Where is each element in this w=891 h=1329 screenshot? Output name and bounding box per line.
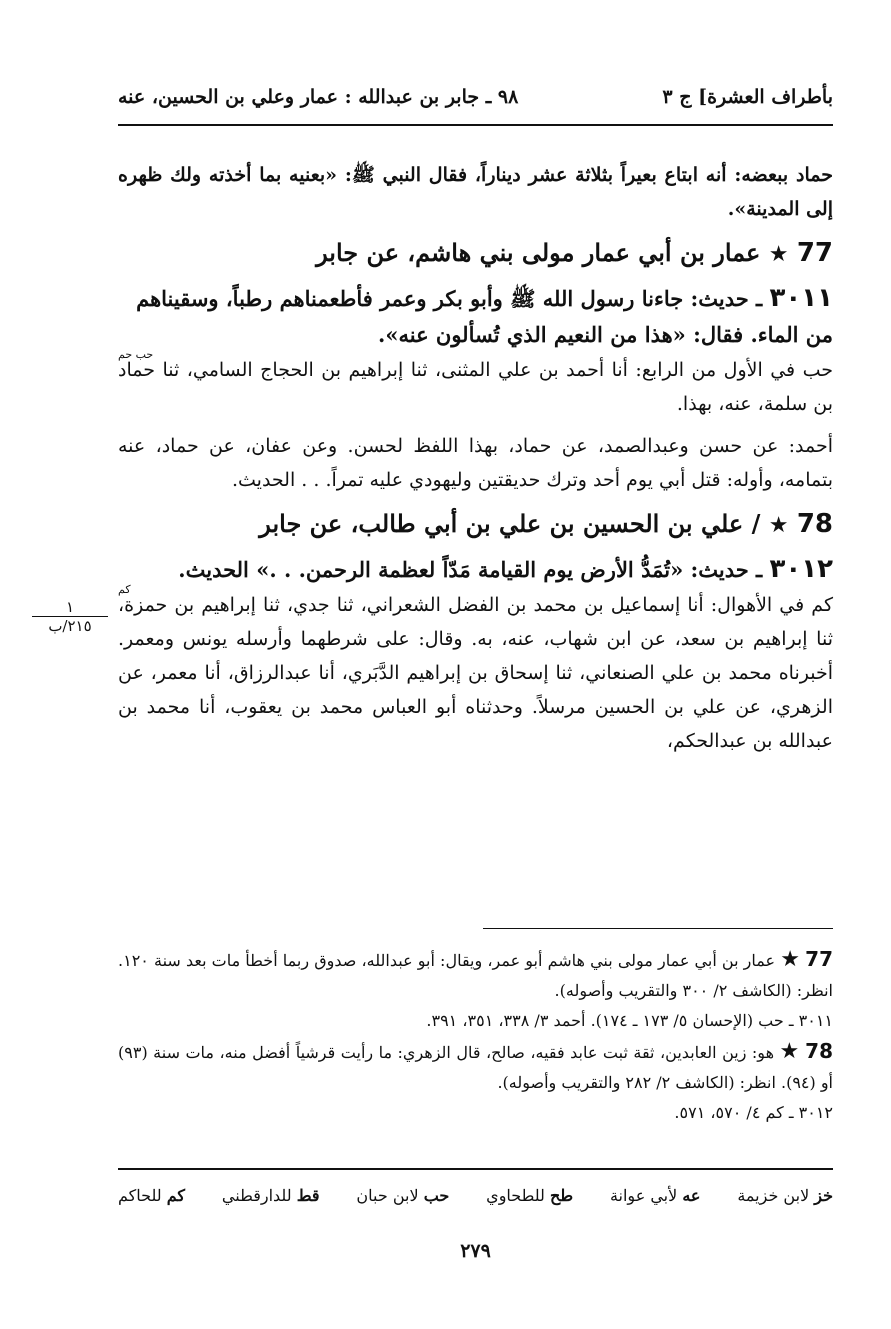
footnote [118,1098,833,1128]
margin-folio-note [32,598,108,635]
star-icon: ★ [768,513,789,538]
running-header [118,82,833,112]
paragraph-4: كم في الأهوال: أنا إسماعيل بن محمد بن الفضل الشعراني، ثنا جدي، ثنا إبراهيم بن حمزة، ثنا إبراهيم بن سعد، عن ابن شهاب، عنه، به. وقال: على شرطهما وأرسله يونس ومعمر. أخبرناه محمد بن علي الصنعاني، ثنا إسحاق بن إبراهيم الدَّبَري، أنا عبدالرزاق، أنا معمر، عن الزهري، عن علي بن الحسين مرسلاً. وحدثناه أبو العباس محمد بن يعقوب، أنا محمد بن عبدالله بن عبدالحكم، [118,594,833,752]
footnote-rule [483,928,833,929]
header-book-title: بأطراف العشرة] ج ٣ [662,86,833,108]
hadith-3011 [118,280,833,353]
hadith-number: ٣٠١١ [769,283,833,313]
header-chapter-title: ٩٨ ـ جابر بن عبدالله : عمار وعلي بن الحسين، عنه [118,86,519,108]
paragraph-3: أحمد: عن حسن وعبدالصمد، عن حماد، بهذا اللفظ لحسن. وعن عفان، عن حماد، عنه بتمامه، وأوله: قتل أبي يوم أحد وترك حديقتين وليهودي عليه تمراً. . . الحديث. [118,435,833,491]
star-icon: ★ [768,242,789,267]
star-icon: ★ [779,1039,800,1064]
footnote [118,944,833,1006]
key-item: كم للحاكم [118,1186,186,1205]
key-item: حب لابن حبان [356,1186,450,1205]
paragraph-2: حب في الأول من الرابع: أنا أحمد بن علي المثنى، ثنا إبراهيم بن الحجاج السامي، ثنا حماد بن سلمة، عنه، بهذا. [118,359,833,415]
footnote-text: ٣٠١٢ ـ كم ٤/ ٥٧٠، ٥٧١. [674,1103,833,1122]
narrator-heading-77 [118,234,833,274]
key-item: عه لأبي عوانة [609,1186,701,1205]
narrator-heading-78 [118,505,833,545]
hadith-sigla: كم [118,583,131,596]
abbreviation-key [118,1186,833,1205]
key-item: طح للطحاوي [486,1186,574,1205]
narrator-name: عمار بن أبي عمار مولى بني هاشم، عن جابر [316,238,761,267]
footnote-number: 77 [805,947,833,971]
footnote [118,1006,833,1036]
header-rule [118,124,833,126]
main-text [118,158,833,766]
footnote-text: ٣٠١١ ـ حب (الإحسان ٥/ ١٧٣ ـ ١٧٤). أحمد ٣/ ٣٣٨، ٣٥١، ٣٩١. [426,1011,833,1030]
footnote-number: 78 [805,1039,833,1063]
footnote-text: هو: زين العابدين، ثقة ثبت عابد فقيه، صالح، قال الزهري: ما رأيت قرشياً أفضل منه، مات سنة (٩٣) أو (٩٤). انظر: (الكاشف ٢/ ٢٨٢ والتقريب وأصوله). [118,1043,833,1092]
footnotes [118,944,833,1128]
footnote-text: عمار بن أبي عمار مولى بني هاشم أبو عمر، ويقال: أبو عبدالله، صدوق ربما أخطأ مات بعد سنة ١٢٠. انظر: (الكاشف ٢/ ٣٠٠ والتقريب وأصوله). [118,951,833,1000]
star-icon: ★ [780,947,801,972]
key-item: قط للدارقطني [221,1186,320,1205]
key-item: خز لابن خزيمة [737,1186,833,1205]
hadith-number: ٣٠١٢ [769,554,833,584]
narrator-name: / علي بن الحسين بن علي بن أبي طالب، عن جابر [259,509,761,538]
paragraph-1: حماد ببعضه: أنه ابتاع بعيراً بثلاثة عشر ديناراً، فقال النبي ﷺ: «بعنيه بما أخذته ولك ظهره إلى المدينة». [118,164,833,220]
key-rule [118,1168,833,1170]
hadith-sigla: حب حم [118,348,154,361]
margin-note-top: ١ [32,598,108,617]
narrator-number: 78 [796,509,833,539]
margin-note-bottom: ٢١٥/ب [48,617,92,635]
hadith-3012 [118,551,833,588]
hadith-text: ـ حديث: «تُمَدُّ الأرض يوم القيامة مَدّاً لعظمة الرحمن. . .» الحديث. [178,557,763,582]
narrator-number: 77 [796,238,833,268]
page-number: ٢٧٩ [460,1240,491,1262]
hadith-text: ـ حديث: جاءنا رسول الله ﷺ وأبو بكر وعمر فأطعمناهم رطباً، وسقيناهم من الماء. فقال: «هذا من النعيم الذي تُسألون عنه». [136,286,833,347]
footnote [118,1036,833,1098]
